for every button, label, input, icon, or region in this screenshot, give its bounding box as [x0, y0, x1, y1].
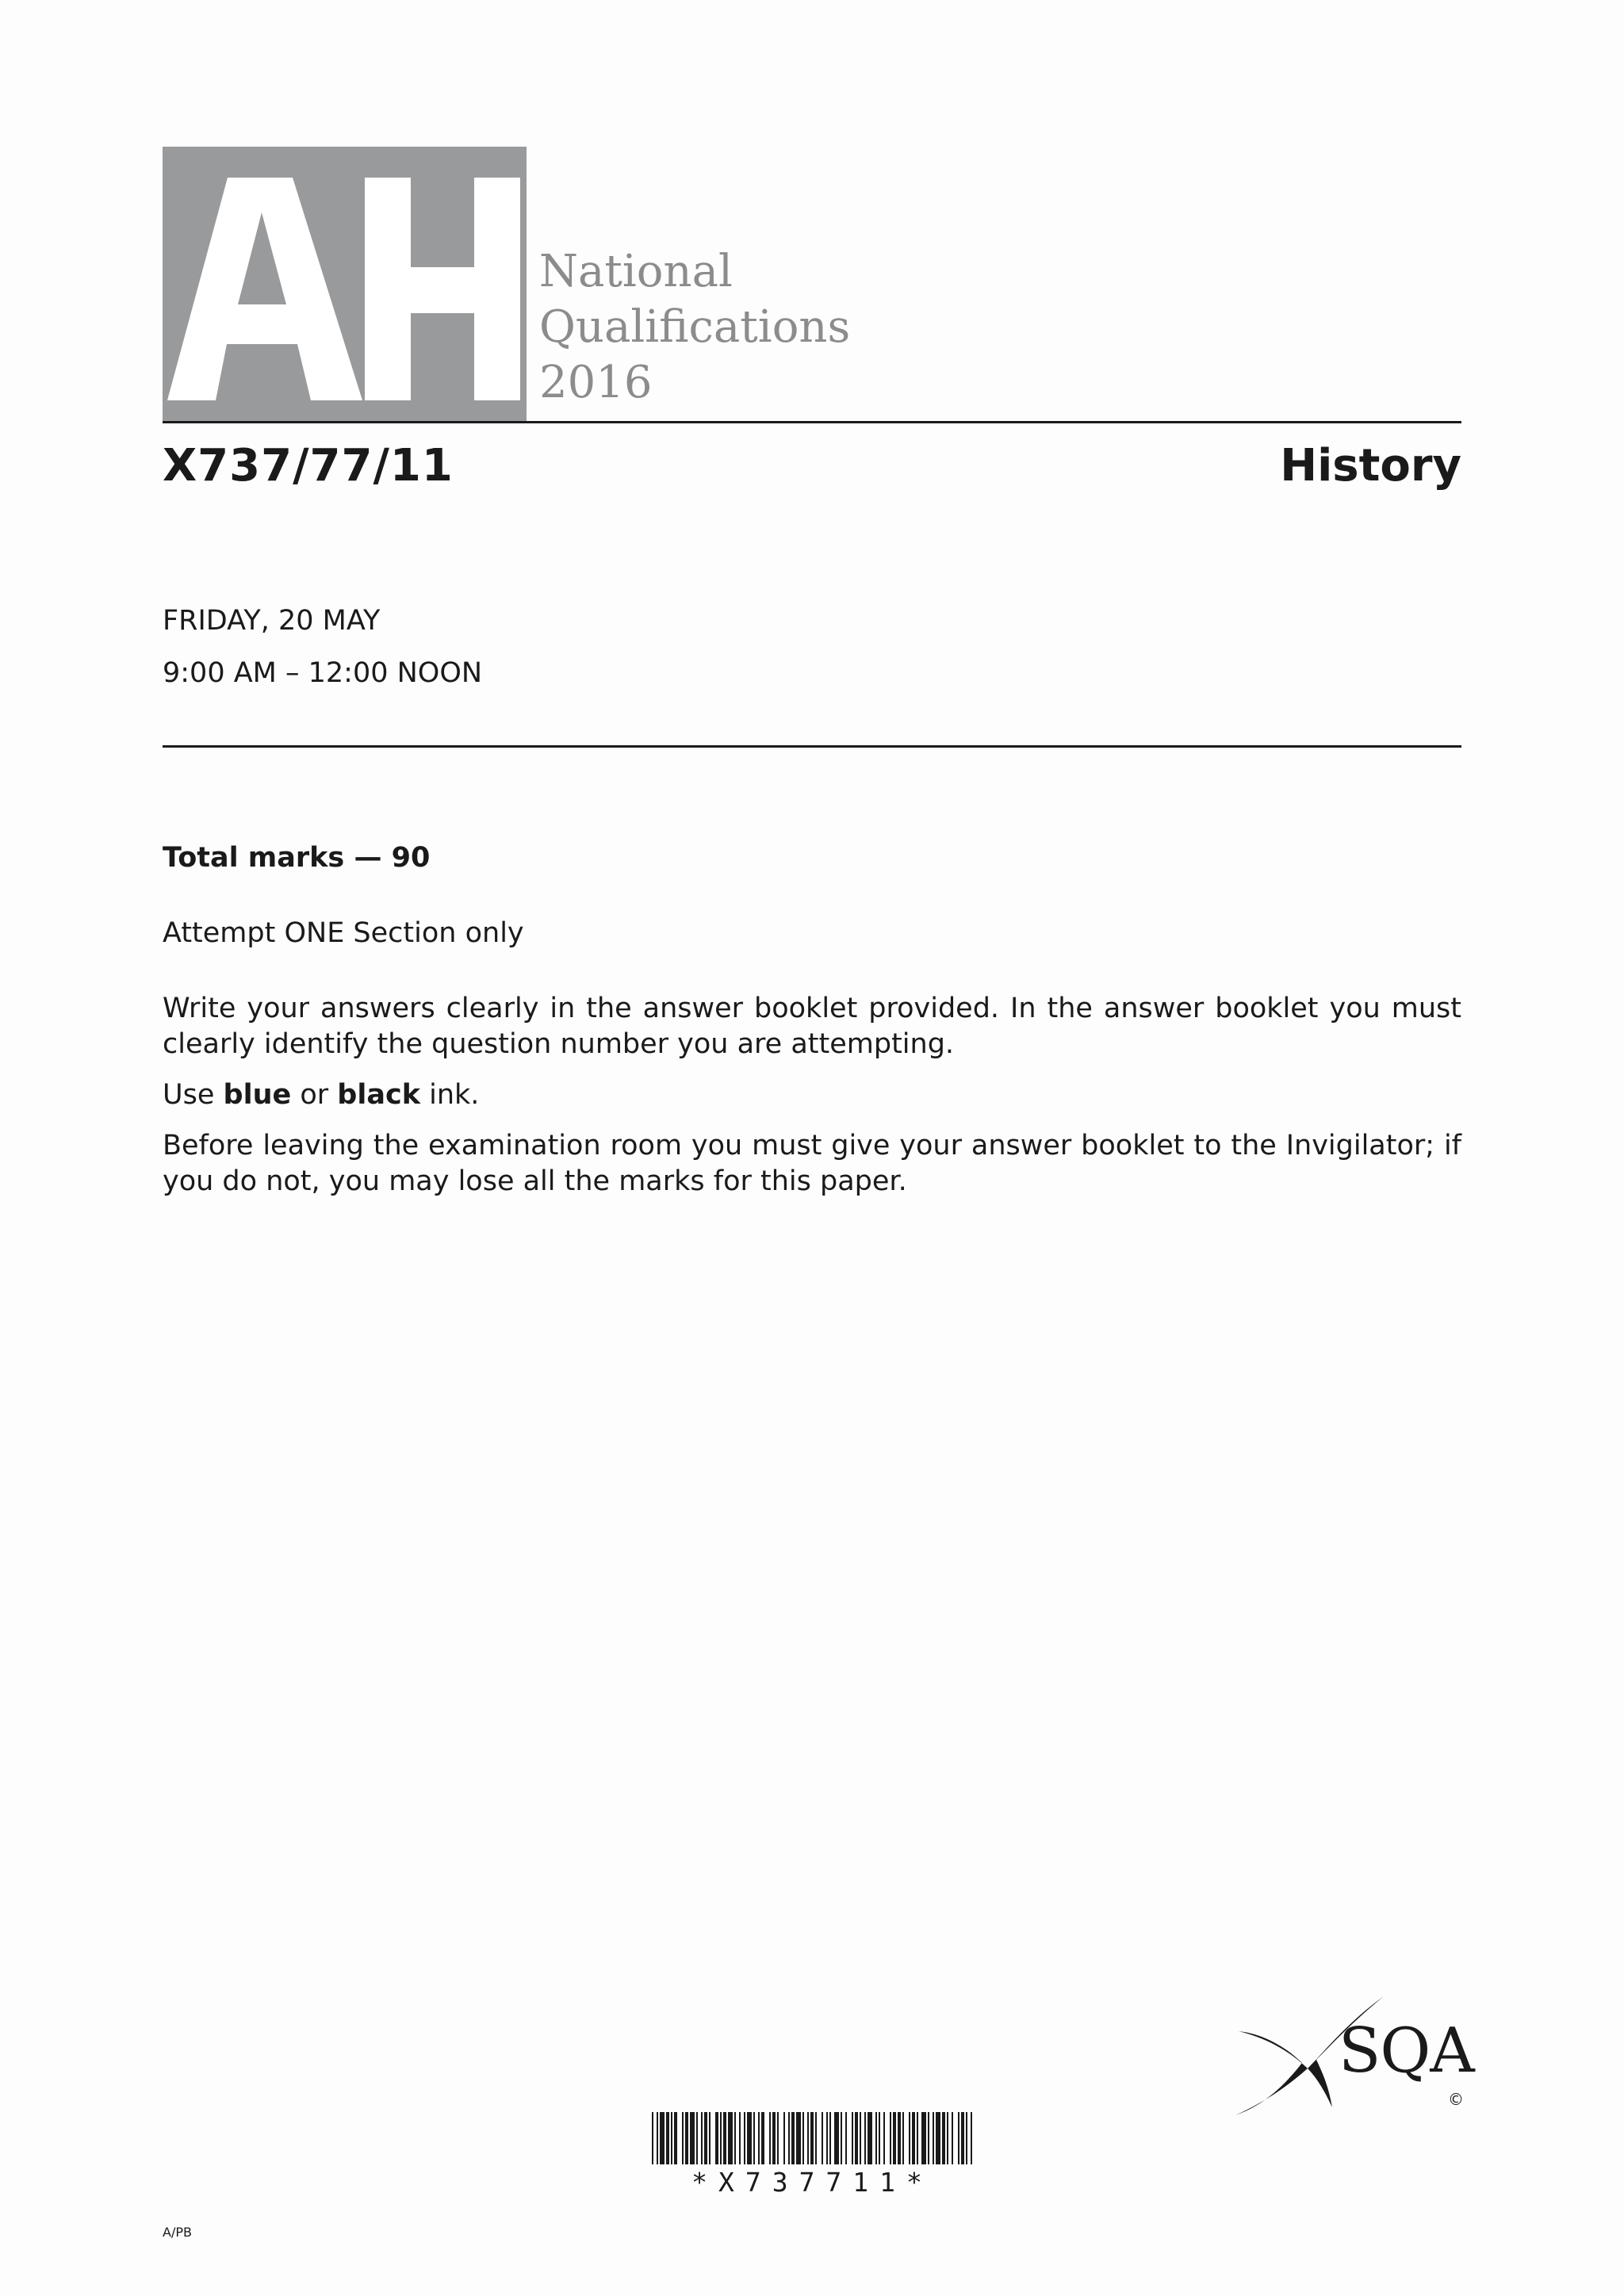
barcode-bar	[829, 2112, 831, 2164]
barcode-bar	[772, 2112, 776, 2164]
barcode-bar	[807, 2112, 809, 2164]
barcode-bar	[758, 2112, 760, 2164]
ink-instruction	[163, 1077, 1461, 1113]
barcode-bar	[933, 2112, 934, 2164]
nq-line-year: 2016	[539, 357, 653, 408]
instructions-block	[163, 840, 1461, 1200]
barcode-bar	[671, 2112, 672, 2164]
barcode-bar	[777, 2112, 779, 2164]
ink-prefix: Use	[163, 1079, 224, 1111]
ink-suffix: ink.	[420, 1079, 480, 1111]
barcode-bar	[852, 2112, 853, 2164]
barcode-bar	[802, 2112, 804, 2164]
barcode-bar	[709, 2112, 710, 2164]
barcode-bar	[701, 2112, 703, 2164]
national-qualifications-label	[539, 244, 850, 411]
before-leaving-instruction: Before leaving the examination room you must give your answer booklet to the Invigilator; if you do not, you may lose all the marks for this paper.	[163, 1130, 1461, 1197]
barcode-bar	[961, 2112, 964, 2164]
barcode-bar	[834, 2112, 839, 2164]
barcode-bar	[909, 2112, 910, 2164]
barcode-bar	[936, 2112, 940, 2164]
barcode-bar	[879, 2112, 880, 2164]
barcode-bar	[761, 2112, 764, 2164]
ink-blue: blue	[223, 1079, 292, 1111]
barcode-bar	[958, 2112, 959, 2164]
barcode-bar	[704, 2112, 707, 2164]
barcode-bar	[788, 2112, 790, 2164]
barcode-bar	[898, 2112, 901, 2164]
barcode-bar	[666, 2112, 669, 2164]
barcode-bar	[652, 2112, 653, 2164]
barcode-bar	[783, 2112, 785, 2164]
barcode-bar	[660, 2112, 665, 2164]
barcode-bar	[791, 2112, 795, 2164]
barcode-bar	[890, 2112, 891, 2164]
barcode-bar	[685, 2112, 688, 2164]
barcode-bar	[855, 2112, 858, 2164]
ah-logo	[163, 147, 527, 421]
barcode-bar	[947, 2112, 948, 2164]
barcode-bar	[893, 2112, 896, 2164]
attempt-instruction: Attempt ONE Section only	[163, 917, 524, 949]
section-divider	[163, 745, 1461, 748]
barcode-bar	[734, 2112, 736, 2164]
total-marks: Total marks — 90	[163, 842, 431, 874]
barcode-bar	[796, 2112, 801, 2164]
nq-line-qualifications: Qualifications	[539, 301, 851, 353]
barcode-bar	[875, 2112, 877, 2164]
barcode-bar	[728, 2112, 733, 2164]
barcode-bar	[902, 2112, 904, 2164]
barcode-bar	[715, 2112, 718, 2164]
barcode-bar	[696, 2112, 698, 2164]
ink-black: black	[337, 1079, 420, 1111]
barcode-bar	[883, 2112, 885, 2164]
ink-or: or	[291, 1079, 338, 1111]
barcode-bar	[822, 2112, 823, 2164]
sqa-logo-text: SQA	[1339, 2015, 1474, 2087]
nq-line-national: National	[539, 246, 733, 297]
barcode-bar	[952, 2112, 953, 2164]
barcode-text: *X737711*	[691, 2167, 933, 2198]
barcode-bar	[841, 2112, 842, 2164]
barcode-bar	[720, 2112, 722, 2164]
barcode-bar	[682, 2112, 684, 2164]
barcode-bar	[769, 2112, 771, 2164]
barcode-bar	[744, 2112, 745, 2164]
barcode-bar	[657, 2112, 658, 2164]
write-instruction: Write your answers clearly in the answer booklet provided. In the answer booklet you must clearly identify the question number you are attempting.	[163, 993, 1461, 1060]
exam-date: FRIDAY, 20 MAY	[163, 605, 381, 637]
exam-time: 9:00 AM – 12:00 NOON	[163, 657, 483, 689]
barcode-bar	[966, 2112, 967, 2164]
barcode-bar	[864, 2112, 866, 2164]
barcode-bar	[723, 2112, 726, 2164]
barcode-bar	[674, 2112, 677, 2164]
barcode-bar	[753, 2112, 755, 2164]
barcode-bar	[845, 2112, 847, 2164]
barcode-bar	[912, 2112, 915, 2164]
barcode-bar	[815, 2112, 817, 2164]
footer-code: A/PB	[163, 2225, 192, 2240]
barcode-bar	[860, 2112, 861, 2164]
paper-code: X737/77/11	[163, 440, 454, 492]
copyright-symbol: ©	[1448, 2090, 1464, 2109]
barcode-bar	[971, 2112, 972, 2164]
barcode-bar	[921, 2112, 926, 2164]
barcode-bar	[690, 2112, 695, 2164]
barcode-bar	[739, 2112, 741, 2164]
barcode-bar	[942, 2112, 945, 2164]
barcode-bar	[868, 2112, 872, 2164]
barcode-bar	[928, 2112, 929, 2164]
barcode-bar	[810, 2112, 814, 2164]
barcode-bar	[747, 2112, 752, 2164]
subject-title: History	[1280, 440, 1461, 492]
barcode-bar	[826, 2112, 828, 2164]
barcode-bar	[917, 2112, 918, 2164]
header-divider	[163, 421, 1461, 423]
barcode	[652, 2112, 973, 2164]
